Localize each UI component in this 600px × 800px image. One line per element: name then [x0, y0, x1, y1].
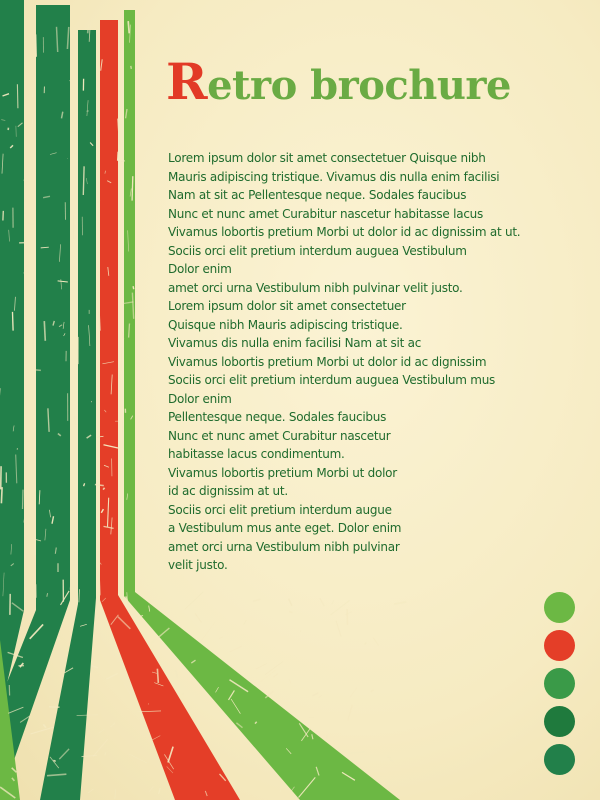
scratch-mark — [348, 752, 365, 754]
scratch-mark — [43, 724, 46, 727]
scratch-mark — [99, 729, 105, 733]
body-text-line: Vivamus lobortis pretium Morbi ut dolor — [168, 465, 397, 480]
color-dot — [544, 668, 575, 699]
scratch-mark — [30, 510, 31, 515]
scratch-mark — [201, 622, 215, 642]
scratch-mark — [88, 25, 89, 34]
scratch-mark — [394, 602, 406, 604]
body-text-line: habitasse lacus condimentum. — [168, 447, 345, 461]
scratch-mark — [377, 751, 378, 752]
scratch-mark — [33, 322, 34, 349]
scratch-mark — [219, 637, 222, 639]
scratch-mark — [265, 661, 283, 674]
scratch-mark — [175, 670, 177, 678]
scratch-mark — [182, 693, 183, 694]
scratch-mark — [13, 312, 14, 331]
scratch-mark — [74, 597, 76, 603]
scratch-mark — [332, 600, 334, 604]
scratch-mark — [115, 789, 116, 799]
body-text-line: Nunc et nunc amet Curabitur nascetur habitasse lacus — [168, 206, 484, 221]
scratch-mark — [345, 612, 351, 615]
body-text-line: Sociis orci elit pretium interdum augue — [168, 502, 392, 517]
scratch-mark — [371, 690, 374, 692]
color-dot — [544, 706, 575, 737]
scratch-mark — [119, 368, 120, 379]
scratch-mark — [118, 119, 120, 145]
scratch-mark — [32, 118, 33, 126]
scratch-mark — [373, 638, 378, 646]
scratch-mark — [289, 679, 291, 683]
body-text-line: velit justo. — [168, 558, 228, 572]
body-text-line: Vivamus lobortis pretium Morbi ut dolor id ac dignissim — [168, 354, 487, 369]
scratch-mark — [121, 347, 122, 371]
scratch-mark — [73, 215, 74, 239]
scratch-mark — [289, 599, 292, 606]
body-text-line: id ac dignissim at ut. — [168, 484, 288, 498]
scratch-mark — [348, 705, 353, 721]
scratch-mark — [24, 588, 25, 616]
scratch-mark — [124, 684, 131, 696]
scratch-mark — [157, 669, 158, 683]
body-text-line: Lorem ipsum dolor sit amet consectetuer — [168, 299, 406, 313]
scratch-mark — [132, 176, 133, 200]
body-text-line: Lorem ipsum dolor sit amet consectetuer Quisque nibh — [168, 151, 486, 165]
scratch-mark — [131, 66, 132, 69]
scratch-mark — [103, 488, 105, 490]
scratch-mark — [273, 674, 278, 677]
scratch-mark — [23, 490, 24, 509]
scratch-mark — [84, 483, 85, 486]
scratch-mark — [44, 321, 45, 341]
scratch-mark — [70, 576, 71, 589]
body-text-line: Nam at sit ac Pellentesque neque. Sodales faucibus — [168, 188, 467, 202]
scratch-mark — [336, 621, 341, 637]
body-text-line: Mauris adipiscing tristique. Vivamus dis nulla enim facilisi — [168, 169, 500, 184]
scratch-mark — [1, 487, 2, 503]
color-dot — [544, 592, 575, 623]
scratch-mark — [387, 755, 393, 762]
body-text-line: Nunc et nunc amet Curabitur nascetur — [168, 428, 391, 443]
body-text-line: Vivamus lobortis pretium Morbi ut dolor id ac dignissim at ut. — [168, 225, 521, 239]
scratch-mark — [195, 613, 202, 622]
scratch-mark — [149, 786, 153, 791]
scratch-mark — [91, 666, 98, 668]
scratch-mark — [83, 166, 84, 195]
body-text — [168, 149, 588, 575]
scratch-mark — [74, 551, 75, 566]
scratch-mark — [318, 695, 321, 698]
scratch-mark — [32, 92, 33, 98]
scratch-mark — [253, 599, 260, 601]
scratch-mark — [265, 691, 273, 698]
color-dot — [544, 630, 575, 661]
body-text-line: Vivamus dis nulla enim facilisi Nam at sit ac — [168, 336, 422, 350]
scratch-mark — [23, 271, 30, 273]
scratch-mark — [133, 286, 134, 289]
scratch-mark — [70, 79, 73, 82]
scratch-mark — [110, 723, 115, 728]
scratch-mark — [185, 592, 204, 610]
scratch-mark — [97, 614, 100, 628]
scratch-mark — [129, 324, 130, 338]
scratch-mark — [74, 416, 75, 424]
scratch-mark — [28, 224, 34, 225]
body-text-line: amet orci urna Vestibulum nibh pulvinar velit justo. — [168, 280, 463, 295]
color-dots — [544, 592, 576, 782]
scratch-mark — [105, 752, 106, 755]
scratch-mark — [82, 755, 98, 756]
scratch-mark — [34, 370, 41, 371]
scratch-mark — [256, 664, 267, 669]
scratch-mark — [280, 785, 282, 791]
scratch-mark — [122, 420, 123, 449]
body-text-line: Dolor enim — [168, 391, 232, 406]
brochure-title — [166, 52, 511, 111]
title-initial: R — [166, 52, 208, 111]
body-text-line: Sociis orci elit pretium interdum auguea Vestibulum — [168, 243, 467, 258]
scratch-mark — [88, 789, 93, 793]
scratch-mark — [98, 200, 100, 203]
body-text-line: a Vestibulum mus ante eget. Dolor enim — [168, 521, 402, 535]
scratch-mark — [17, 84, 18, 108]
body-text-line: Quisque nibh Mauris adipiscing tristique. — [168, 317, 403, 332]
scratch-mark — [230, 646, 242, 652]
scratch-mark — [118, 152, 119, 161]
scratch-mark — [122, 332, 123, 339]
scratch-mark — [128, 21, 129, 33]
scratch-mark — [300, 631, 301, 632]
title-rest: etro brochure — [207, 62, 511, 109]
scratch-mark — [244, 620, 247, 625]
scratch-mark — [350, 687, 357, 697]
body-text-line: amet orci urna Vestibulum nibh pulvinar — [168, 539, 400, 554]
scratch-mark — [129, 754, 147, 763]
body-text-line: Sociis orci elit pretium interdum auguea Vestibulum mus — [168, 373, 496, 387]
scratch-mark — [159, 788, 161, 794]
scratch-mark — [36, 34, 37, 56]
scratch-mark — [320, 598, 324, 606]
color-dot — [544, 744, 575, 775]
body-text-line: Dolor enim — [168, 262, 232, 276]
scratch-mark — [312, 693, 318, 696]
scratch-mark — [99, 310, 100, 330]
scratch-mark — [106, 673, 118, 679]
scratch-mark — [289, 612, 293, 613]
scratch-mark — [58, 637, 60, 640]
scratch-mark — [31, 727, 54, 734]
scratch-mark — [365, 643, 367, 645]
body-text-line: Pellentesque neque. Sodales faucibus — [168, 410, 387, 424]
